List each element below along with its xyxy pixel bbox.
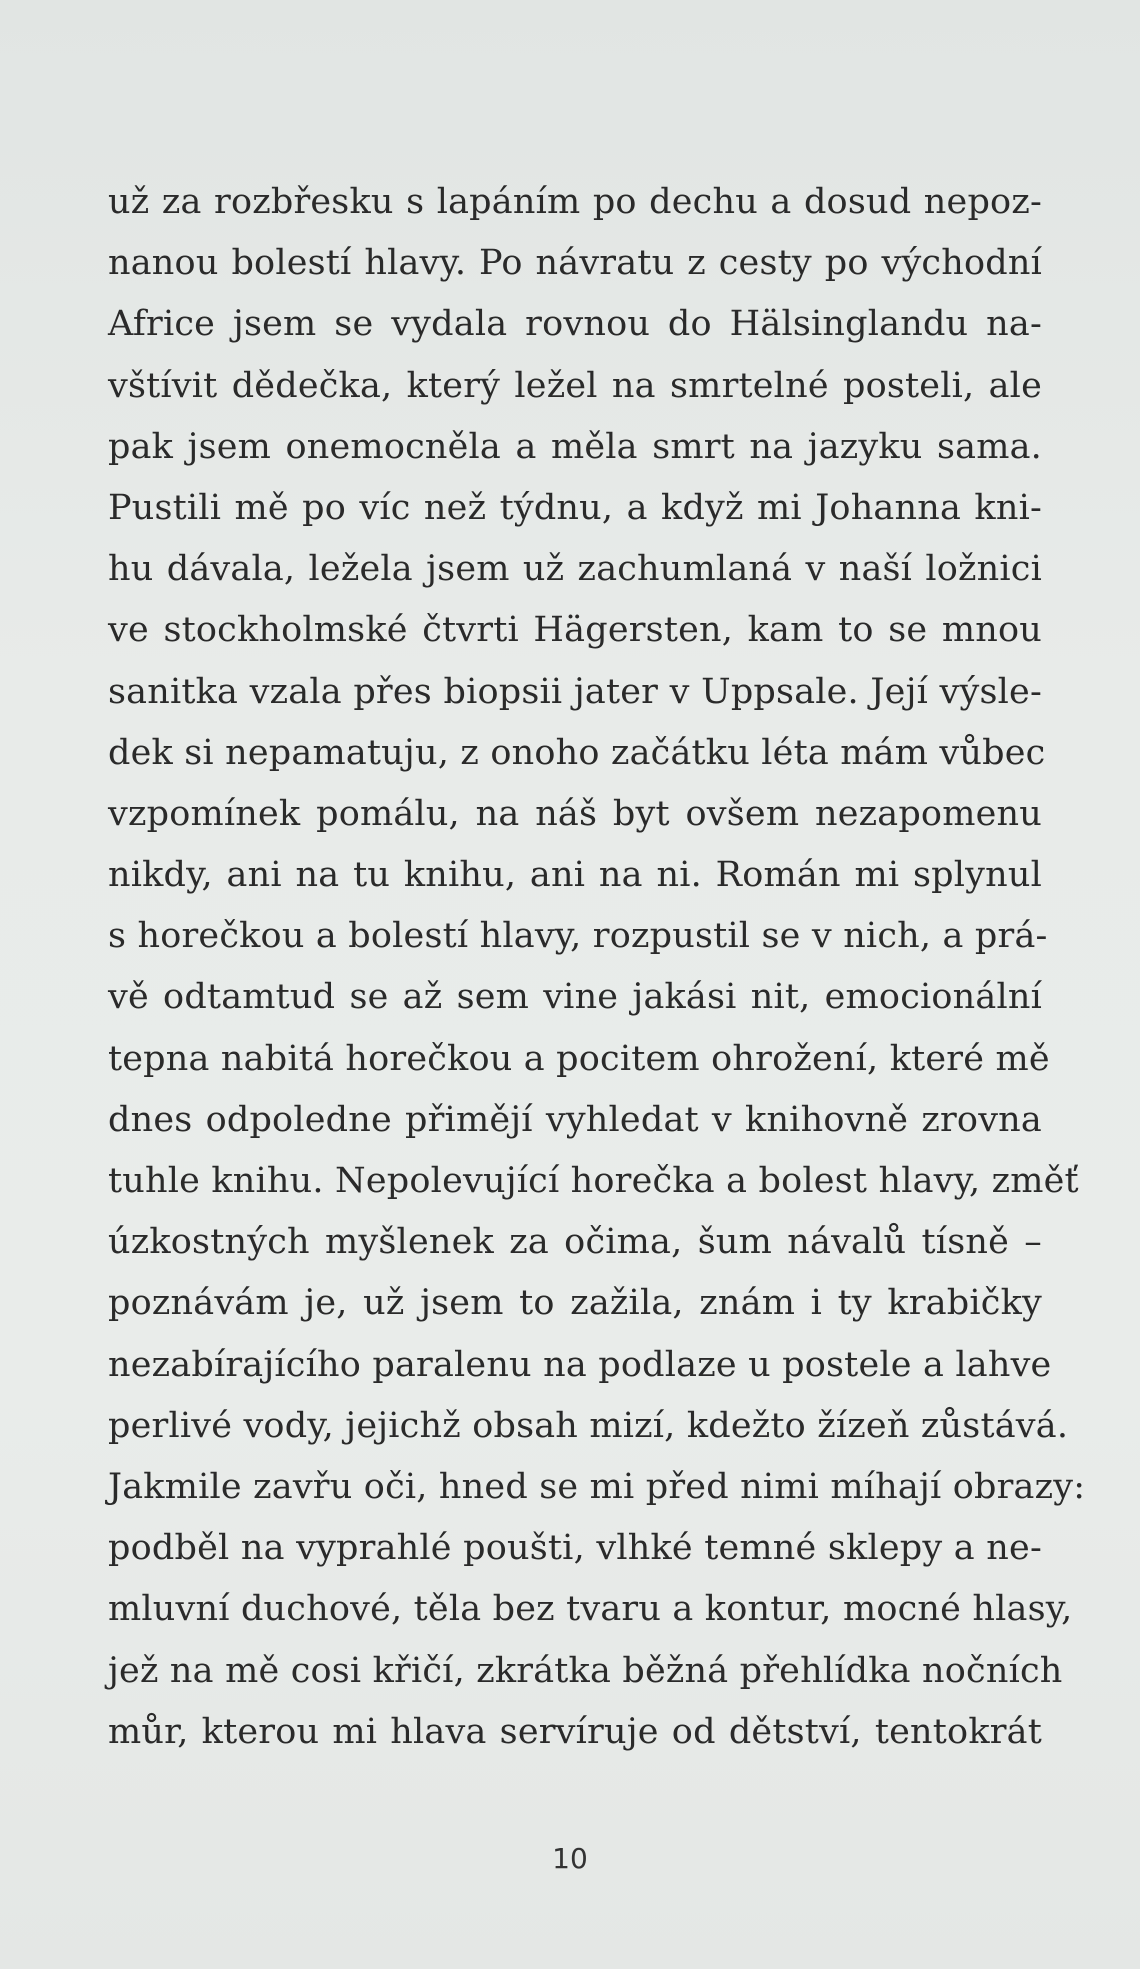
- text-line: vzpomínek pomálu, na náš byt ovšem nezapomenu: [108, 793, 1042, 834]
- text-line: jež na mě cosi křičí, zkrátka běžná přehlídka nočních: [108, 1650, 1063, 1691]
- text-line: Africe jsem se vydala rovnou do Hälsinglandu na-: [108, 304, 1042, 345]
- text-line: tepna nabitá horečkou a pocitem ohrožení, které mě: [108, 1038, 1050, 1079]
- page-number: 10: [552, 1842, 588, 1875]
- text-line: sanitka vzala přes biopsii jater v Uppsale. Její výsle-: [108, 671, 1042, 712]
- text-line: nikdy, ani na tu knihu, ani na ni. Román mi splynul: [108, 855, 1042, 896]
- text-line: nezabírajícího paralenu na podlaze u postele a lahve: [108, 1344, 1052, 1385]
- text-line: dnes odpoledne přimějí vyhledat v knihovně zrovna: [108, 1099, 1042, 1140]
- text-line: tuhle knihu. Nepolevující horečka a bolest hlavy, změť: [108, 1161, 1079, 1201]
- text-line: hu dávala, ležela jsem už zachumlaná v naší ložnici: [108, 549, 1042, 590]
- text-line: s horečkou a bolestí hlavy, rozpustil se v nich, a prá-: [108, 916, 1048, 957]
- text-line: ve stockholmské čtvrti Hägersten, kam to se mnou: [108, 610, 1042, 651]
- text-line: už za rozbřesku s lapáním po dechu a dosud nepoz-: [108, 182, 1042, 222]
- text-line: vštívit dědečka, který ležel na smrtelné posteli, ale: [108, 365, 1042, 406]
- text-line: můr, kterou mi hlava servíruje od dětství, tentokrát: [108, 1711, 1042, 1752]
- text-line: Jakmile zavřu oči, hned se mi před nimi míhají obrazy:: [108, 1466, 1086, 1507]
- text-line: Pustili mě po víc než týdnu, a když mi Johanna kni-: [108, 487, 1042, 528]
- body-text: [108, 172, 1086, 1763]
- text-line: poznávám je, už jsem to zažila, znám i ty krabičky: [108, 1283, 1042, 1324]
- text-line: pak jsem onemocněla a měla smrt na jazyku sama.: [108, 426, 1042, 467]
- text-line: perlivé vody, jejichž obsah mizí, kdežto žízeň zůstává.: [108, 1405, 1069, 1446]
- text-line: podběl na vyprahlé poušti, vlhké temné sklepy a ne-: [108, 1528, 1042, 1569]
- text-line: vě odtamtud se až sem vine jakási nit, emocionální: [108, 977, 1042, 1018]
- text-line: mluvní duchové, těla bez tvaru a kontur, mocné hlasy,: [108, 1589, 1073, 1630]
- text-line: nanou bolestí hlavy. Po návratu z cesty po východní: [108, 243, 1042, 284]
- text-line: úzkostných myšlenek za očima, šum návalů tísně –: [108, 1222, 1042, 1263]
- text-line: dek si nepamatuju, z onoho začátku léta mám vůbec: [108, 732, 1046, 773]
